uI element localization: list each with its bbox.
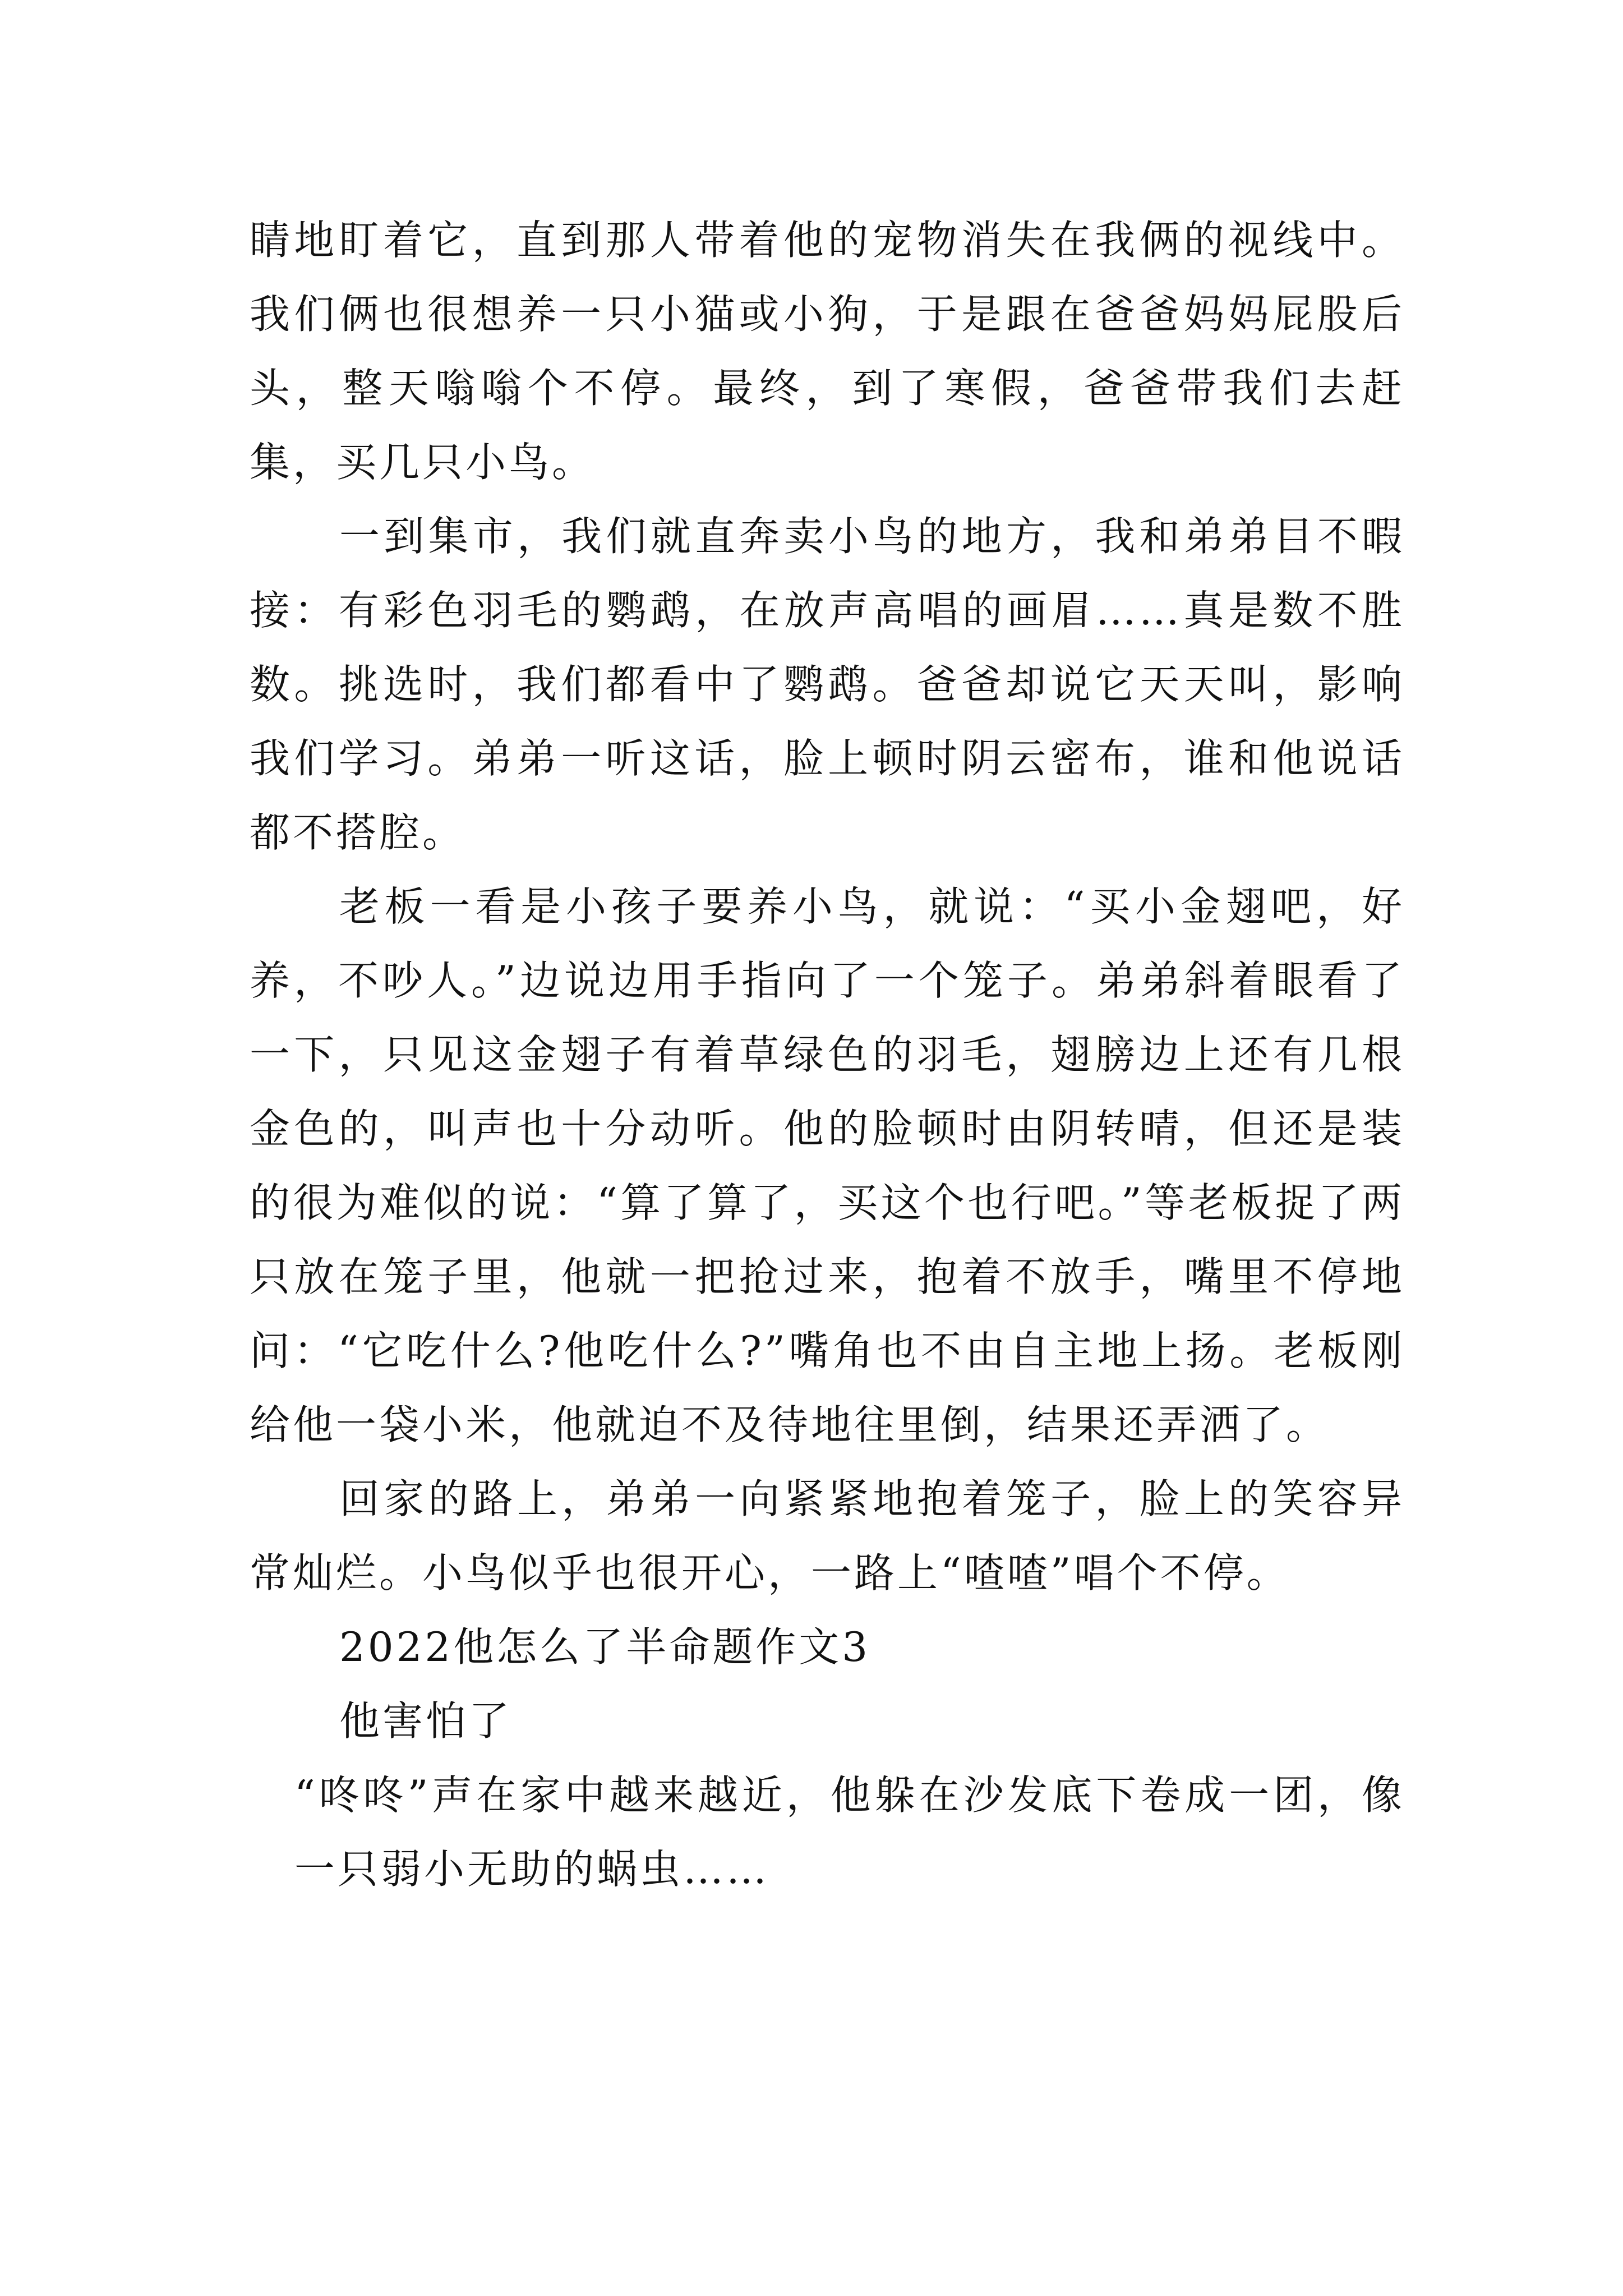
paragraph-1: 睛地盯着它，直到那人带着他的宠物消失在我俩的视线中。我们俩也很想养一只小猫或小狗，于是跟在爸爸妈妈屁股后头，整天嗡嗡个不停。最终，到了寒假，爸爸带我们去赶集，买几只小鸟。 [250, 217, 1405, 486]
essay-title: 他害怕了 [339, 1697, 513, 1745]
paragraph-4: 回家的路上，弟弟一向紧紧地抱着笼子，脸上的笑容异常灿烂。小鸟似乎也很开心，一路上“喳喳”唱个不停。 [250, 1475, 1405, 1596]
paragraph-3: 老板一看是小孩子要养小鸟，就说：“买小金翅吧，好养，不吵人。”边说边用手指向了一个笼子。弟弟斜着眼看了一下，只见这金翅子有着草绿色的羽毛，翅膀边上还有几根金色的，叫声也十分动听。他的脸顿时由阴转晴，但还是装的很为难似的说：“算了算了，买这个也行吧。”等老板捉了两只放在笼子里，他就一把抢过来，抱着不放手，嘴里不停地问：“它吃什么?他吃什么?”嘴角也不由自主地上扬。老板刚给他一袋小米，他就迫不及待地往里倒，结果还弄洒了。 [250, 883, 1405, 1448]
paragraph-2: 一到集市，我们就直奔卖小鸟的地方，我和弟弟目不暇接：有彩色羽毛的鹦鹉，在放声高唱的画眉……真是数不胜数。挑选时，我们都看中了鹦鹉。爸爸却说它天天叫，影响我们学习。弟弟一听这话，脸上顿时阴云密布，谁和他说话都不搭腔。 [250, 513, 1405, 856]
closing-paragraph: “咚咚”声在家中越来越近，他躲在沙发底下卷成一团，像一只弱小无助的蜗虫…… [294, 1772, 1405, 1893]
section-heading: 2022他怎么了半命题作文3 [339, 1623, 871, 1671]
document-body [250, 203, 1405, 1906]
